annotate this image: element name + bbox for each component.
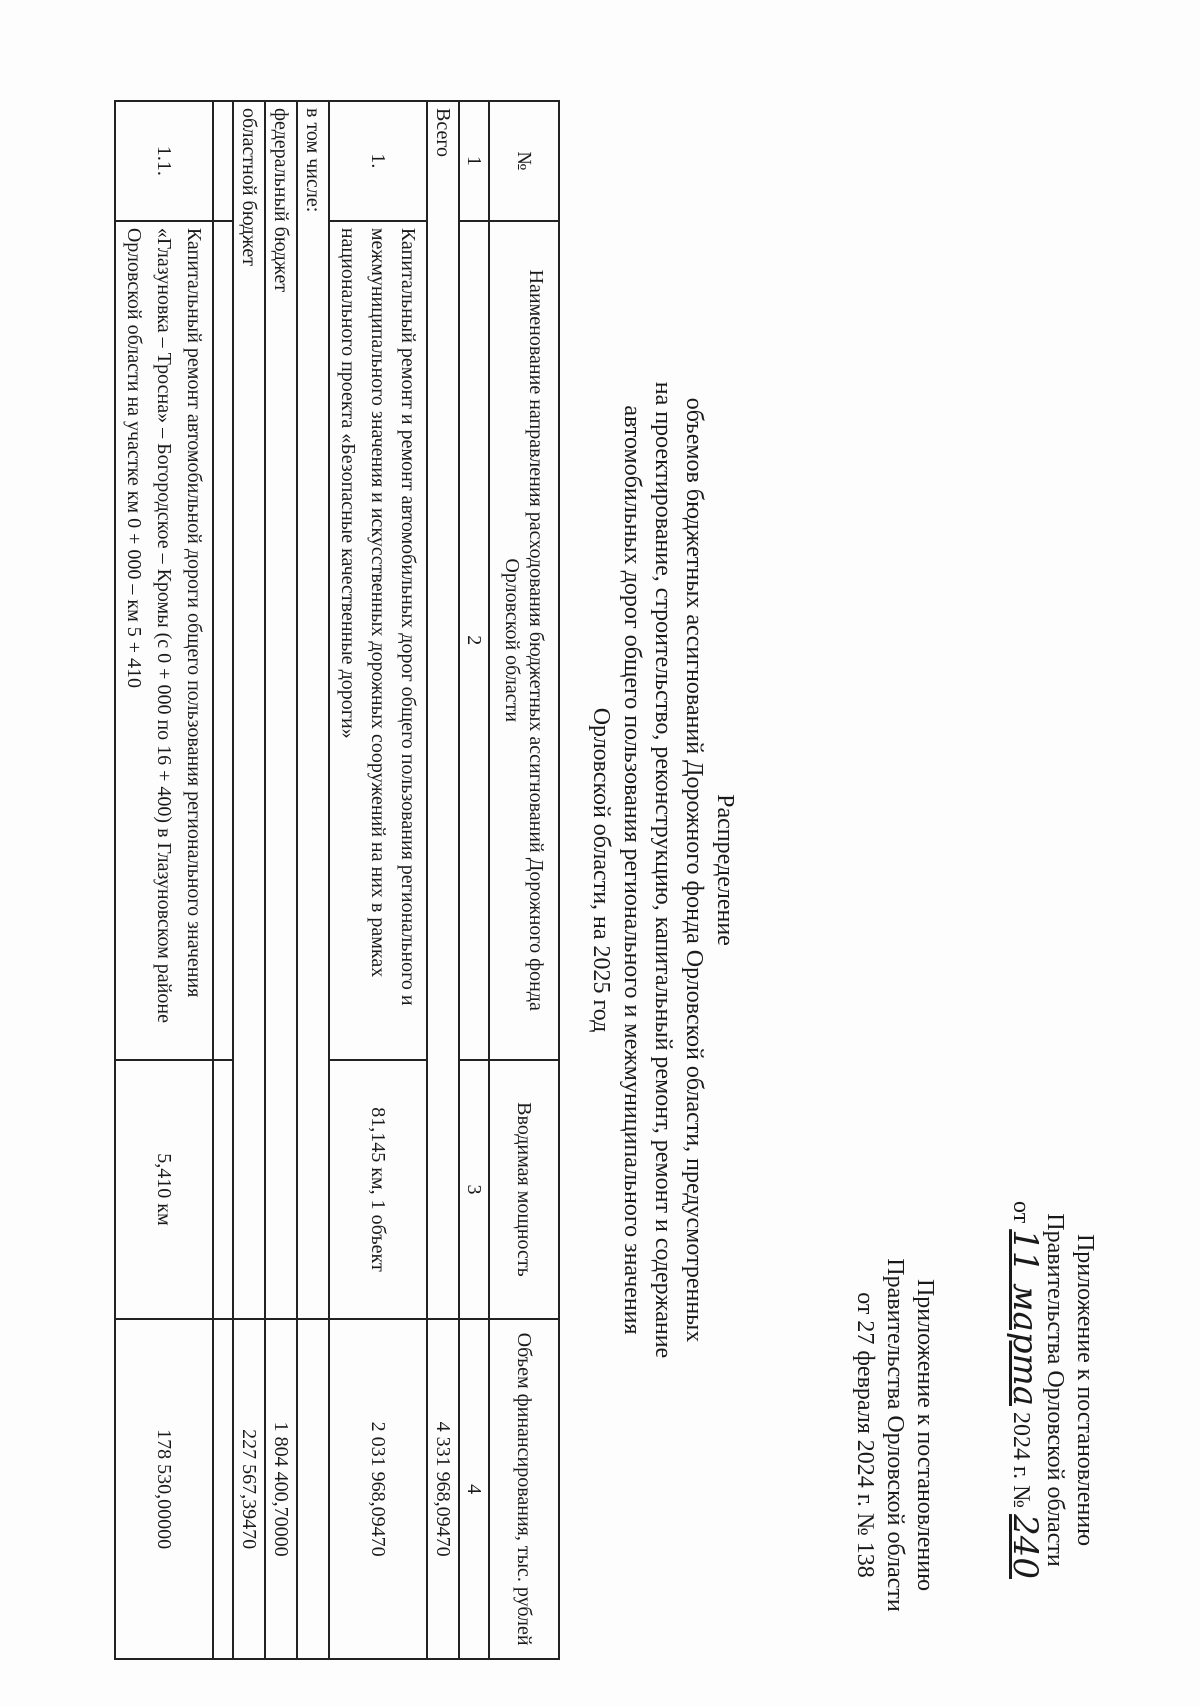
title-line-1: Распределение [712, 794, 738, 946]
document-page [60, 60, 1120, 1680]
approval-stamp-current [1006, 1120, 1100, 1660]
including-label: в том числе: [297, 101, 329, 1319]
empty-cell [297, 1319, 329, 1659]
regional-label: областной бюджет [233, 101, 265, 1319]
row-num: 1. [329, 101, 427, 221]
row-capacity: 81,145 км, 1 объект [329, 1060, 427, 1320]
regional-amount: 227 567,39470 [233, 1319, 265, 1659]
table-row-1 [329, 101, 427, 1659]
title-line-5: Орловской области, на 2025 год [588, 707, 614, 1033]
column-index: 3 [459, 1060, 489, 1320]
header-capacity: Вводимая мощность [489, 1060, 559, 1320]
approval-old-line-2: Правительства Орловской области [882, 1258, 908, 1612]
column-index: 1 [459, 101, 489, 221]
empty-cell [213, 1319, 233, 1659]
approval-old-line-3: от 27 февраля 2024 г. № 138 [852, 1292, 878, 1578]
document-title [585, 160, 740, 1580]
header-num: № [489, 101, 559, 221]
approval-date-prefix: от [1008, 1201, 1034, 1224]
row-amount: 2 031 968,09470 [329, 1319, 427, 1659]
row-capacity: 5,410 км [115, 1060, 213, 1320]
table-row-including [297, 101, 329, 1659]
total-amount: 4 331 968,09470 [427, 1319, 459, 1659]
empty-cell [213, 1060, 233, 1320]
row-num: 1.1. [115, 101, 213, 221]
handwritten-number: 240 [1005, 1514, 1045, 1579]
empty-cell [213, 101, 233, 221]
empty-cell [213, 221, 233, 1060]
row-name: Капитальный ремонт и ремонт автомобильных дорог общего пользования регионального и межмуниципального значения и искусственных дорожных сооружений на них в рамках национального проекта «Безопасные качественные дороги» [329, 221, 427, 1060]
title-line-3: на проектирование, строительство, реконструкцию, капитальный ремонт, ремонт и содержание [650, 381, 676, 1359]
federal-label: федеральный бюджет [265, 101, 297, 1319]
approval-line-2: Правительства Орловской области [1042, 1213, 1068, 1567]
handwritten-date: 11 марта [1005, 1229, 1045, 1407]
table-header-row [489, 101, 559, 1659]
approval-old-line-1: Приложение к постановлению [912, 1278, 938, 1592]
approval-line-1: Приложение к постановлению [1072, 1233, 1098, 1547]
table-row-total [427, 101, 459, 1659]
column-index: 4 [459, 1319, 489, 1659]
column-index-row [459, 101, 489, 1659]
table-row-regional [233, 101, 265, 1659]
table-row-federal [265, 101, 297, 1659]
row-name: Капитальный ремонт автомобильной дороги общего пользования регионального значения «Глазуновка – Тросна» – Богородское – Кромы (с 0 + 000 по 16 + 400) в Глазуновском районе Орловской области на участке км 0 + 000 – км 5 + 410 [115, 221, 213, 1060]
column-index: 2 [459, 221, 489, 1060]
allocation-table [114, 100, 560, 1660]
approval-year-label: 2024 г. № [1008, 1412, 1034, 1509]
federal-amount: 1 804 400,70000 [265, 1319, 297, 1659]
separator-row [213, 101, 233, 1659]
title-line-4: автомобильных дорог общего пользования регионального и межмуниципального значения [619, 405, 645, 1335]
total-label: Всего [427, 101, 459, 1319]
table-row-1-1 [115, 101, 213, 1659]
title-line-2: объемов бюджетных ассигнований Дорожного фонда Орловской области, предусмотренных [681, 397, 707, 1343]
header-name: Наименование направления расходования бюджетных ассигнований Дорожного фонда Орловской области [489, 221, 559, 1060]
header-amount: Объем финансирования, тыс. рублей [489, 1319, 559, 1659]
approval-stamp-previous [850, 1210, 940, 1660]
row-amount: 178 530,00000 [115, 1319, 213, 1659]
approval-line-3 [1005, 1120, 1045, 1660]
